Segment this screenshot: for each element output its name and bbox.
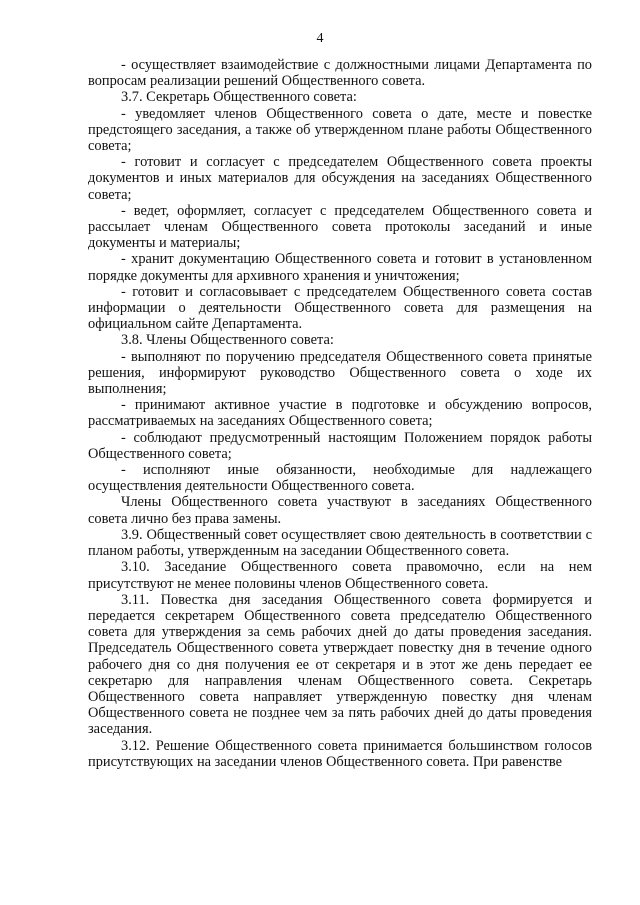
paragraph: - соблюдают предусмотренный настоящим Положением порядок работы Общественного совета;	[88, 429, 592, 462]
paragraph: 3.9. Общественный совет осуществляет свою деятельность в соответствии с планом работы, утвержденным на заседании Общественного совета.	[88, 526, 592, 560]
section-heading: 3.8. Члены Общественного совета:	[121, 332, 334, 349]
paragraph: 3.10. Заседание Общественного совета правомочно, если на нем присутствуют не менее половины членов Общественного совета.	[88, 559, 592, 592]
paragraph: 3.11. Повестка дня заседания Общественного совета формируется и передается секретарем Общественного совета председателю Общественного совета для утверждения за семь рабочих дней до даты проведения заседания. Председатель Общественного совета утверждает повестку дня в течение одного рабочего дня со дня получения ее от секретаря и в этот же день передает ее секретарю для направления членам Общественного совета. Секретарь Общественного совета направляет утвержденную повестку дня членам Общественного совета не позднее чем за пять рабочих дней до даты проведения заседания.	[88, 591, 592, 738]
document-body	[88, 57, 592, 770]
paragraph: - готовит и согласовывает с председателем Общественного совета состав информации о деятельности Общественного совета для размещения на официальном сайте Департамента.	[88, 283, 592, 333]
paragraph: - принимают активное участие в подготовке и обсуждению вопросов, рассматриваемых на заседаниях Общественного совета;	[88, 397, 592, 430]
paragraph: - выполняют по поручению председателя Общественного совета принятые решения, информируют руководство Общественного совета о ходе их выполнения;	[88, 348, 592, 398]
paragraph: - ведет, оформляет, согласует с председателем Общественного совета и рассылает членам Общественного совета протоколы заседаний и иные документы и материалы;	[88, 202, 592, 252]
paragraph: - осуществляет взаимодействие с должностными лицами Департамента по вопросам реализации решений Общественного совета.	[88, 57, 592, 90]
page-number: 4	[316, 31, 324, 46]
paragraph: - готовит и согласует с председателем Общественного совета проекты документов и иных материалов для обсуждения на заседаниях Общественного совета;	[88, 154, 592, 203]
paragraph: - хранит документацию Общественного совета и готовит в установленном порядке документы для архивного хранения и уничтожения;	[88, 251, 592, 284]
paragraph: 3.12. Решение Общественного совета принимается большинством голосов присутствующих на заседании членов Общественного совета. При равенстве	[88, 737, 592, 770]
paragraph: Члены Общественного совета участвуют в заседаниях Общественного совета лично без права замены.	[88, 494, 592, 527]
paragraph: - исполняют иные обязанности, необходимые для надлежащего осуществления деятельности Общественного совета.	[88, 462, 592, 495]
paragraph: - уведомляет членов Общественного совета о дате, месте и повестке предстоящего заседания, а также об утвержденном плане работы Общественного совета;	[88, 105, 592, 155]
section-heading: 3.7. Секретарь Общественного совета:	[121, 89, 357, 106]
